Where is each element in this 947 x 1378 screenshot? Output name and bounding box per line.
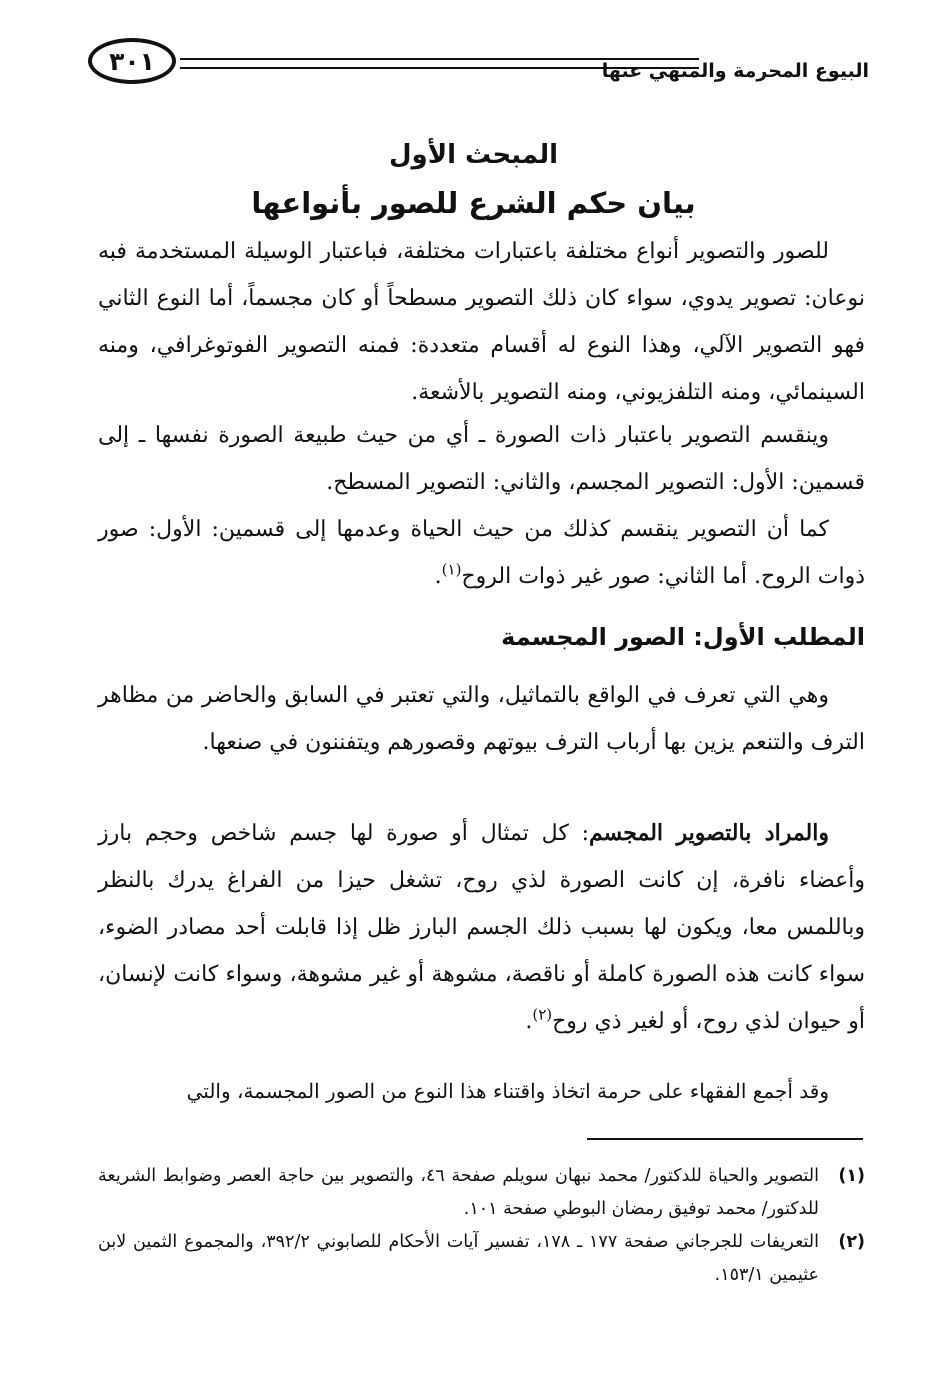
running-header [88,38,869,98]
footnote-text: التصوير والحياة للدكتور/ محمد نبهان سويلم صفحة ٤٦، والتصوير بين حاجة العصر وضوابط الشريعة للدكتور/ محمد توفيق رمضان البوطي صفحة ١٠١. [98,1166,819,1219]
topic-heading: بيان حكم الشرع للصور بأنواعها [251,186,696,220]
paragraph-fifth-end: . [525,1009,533,1034]
footnote-separator [587,1138,863,1140]
footnote-number: (١) [838,1166,865,1186]
paragraph-second [98,412,865,514]
footnotes [98,1160,865,1292]
paragraph-third-line [98,506,865,600]
paragraph-fourth-text: وهي التي تعرف في الواقع بالتماثيل، والتي تعتبر في السابق والحاضر من مظاهر الترف والتنعم يزين بها أرباب الترف بيوتهم وقصورهم ويتفننون في صنعها. [98,683,865,755]
paragraph-third-end: . [434,564,442,589]
definition-term: والمراد بالتصوير المجسم [589,820,829,846]
paragraph-fifth-text: : كل تمثال أو صورة لها جسم شاخص وحجم بارز وأعضاء نافرة، إن كانت الصورة لذي روح، تشغل حيزا من الفراغ يدرك بالنظر وباللمس معا، ويكون لها بسبب ذلك الجسم البارز ظل إذا قابلت أحد مصادر الضوء، سواء كانت هذه الصورة كاملة أو ناقصة، مشوهة أو غير مشوهة، وسواء كانت لإنسان، أو حيوان لذي روح، أو لغير ذي روح [98,821,865,1034]
footnote-item [98,1160,865,1226]
footnote-marker-2: (٢) [532,1005,553,1024]
footnote-marker-1: (١) [441,560,462,579]
footnote-number: (٢) [838,1232,865,1252]
paragraph-intro [98,228,865,424]
paragraph-third-text: كما أن التصوير ينقسم كذلك من حيث الحياة وعدمها إلى قسمين: الأول: صور ذوات الروح. أما الثاني: صور غير ذوات الروح [98,517,865,589]
subsection-heading: المطلب الأول: الصور المجسمة [501,623,865,651]
footnote-text: التعريفات للجرجاني صفحة ١٧٧ ـ ١٧٨، تفسير آيات الأحكام للصابوني ٣٩٢/٢، والمجموع الثمين لابن عثيمين ١٥٣/١. [98,1232,819,1285]
section-heading: المبحث الأول [388,140,559,170]
footnote-item [98,1226,865,1292]
paragraph-fourth [98,672,865,774]
paragraph-intro-text: للصور والتصوير أنواع مختلفة باعتبارات مختلفة، فباعتبار الوسيلة المستخدمة فبه نوعان: تصوير يدوي، سواء كان ذلك التصوير مسطحاً أو كان مجسماً، أما النوع الثاني فهو التصوير الآلي، وهذا النوع له أقسام متعددة: فمنه التصوير الفوتوغرافي، ومنه السينمائي، ومنه التلفزيوني، ومنه التصوير بالأشعة. [98,239,866,405]
paragraph-last-text: وقد أجمع الفقهاء على حرمة اتخاذ واقتناء هذا النوع من الصور المجسمة، والتي [186,1079,829,1103]
page-number: ٣٠١ [88,38,176,84]
paragraph-fifth-line [98,810,865,1045]
paragraph-fifth [98,810,865,1053]
paragraph-third [98,506,865,608]
running-title: البيوع المحرمة والمنهي عنها [601,60,869,82]
paragraph-last [98,1068,865,1123]
paragraph-second-text: وينقسم التصوير باعتبار ذات الصورة ـ أي من حيث طبيعة الصورة نفسها ـ إلى قسمين: الأول: التصوير المجسم، والثاني: التصوير المسطح. [98,423,865,495]
